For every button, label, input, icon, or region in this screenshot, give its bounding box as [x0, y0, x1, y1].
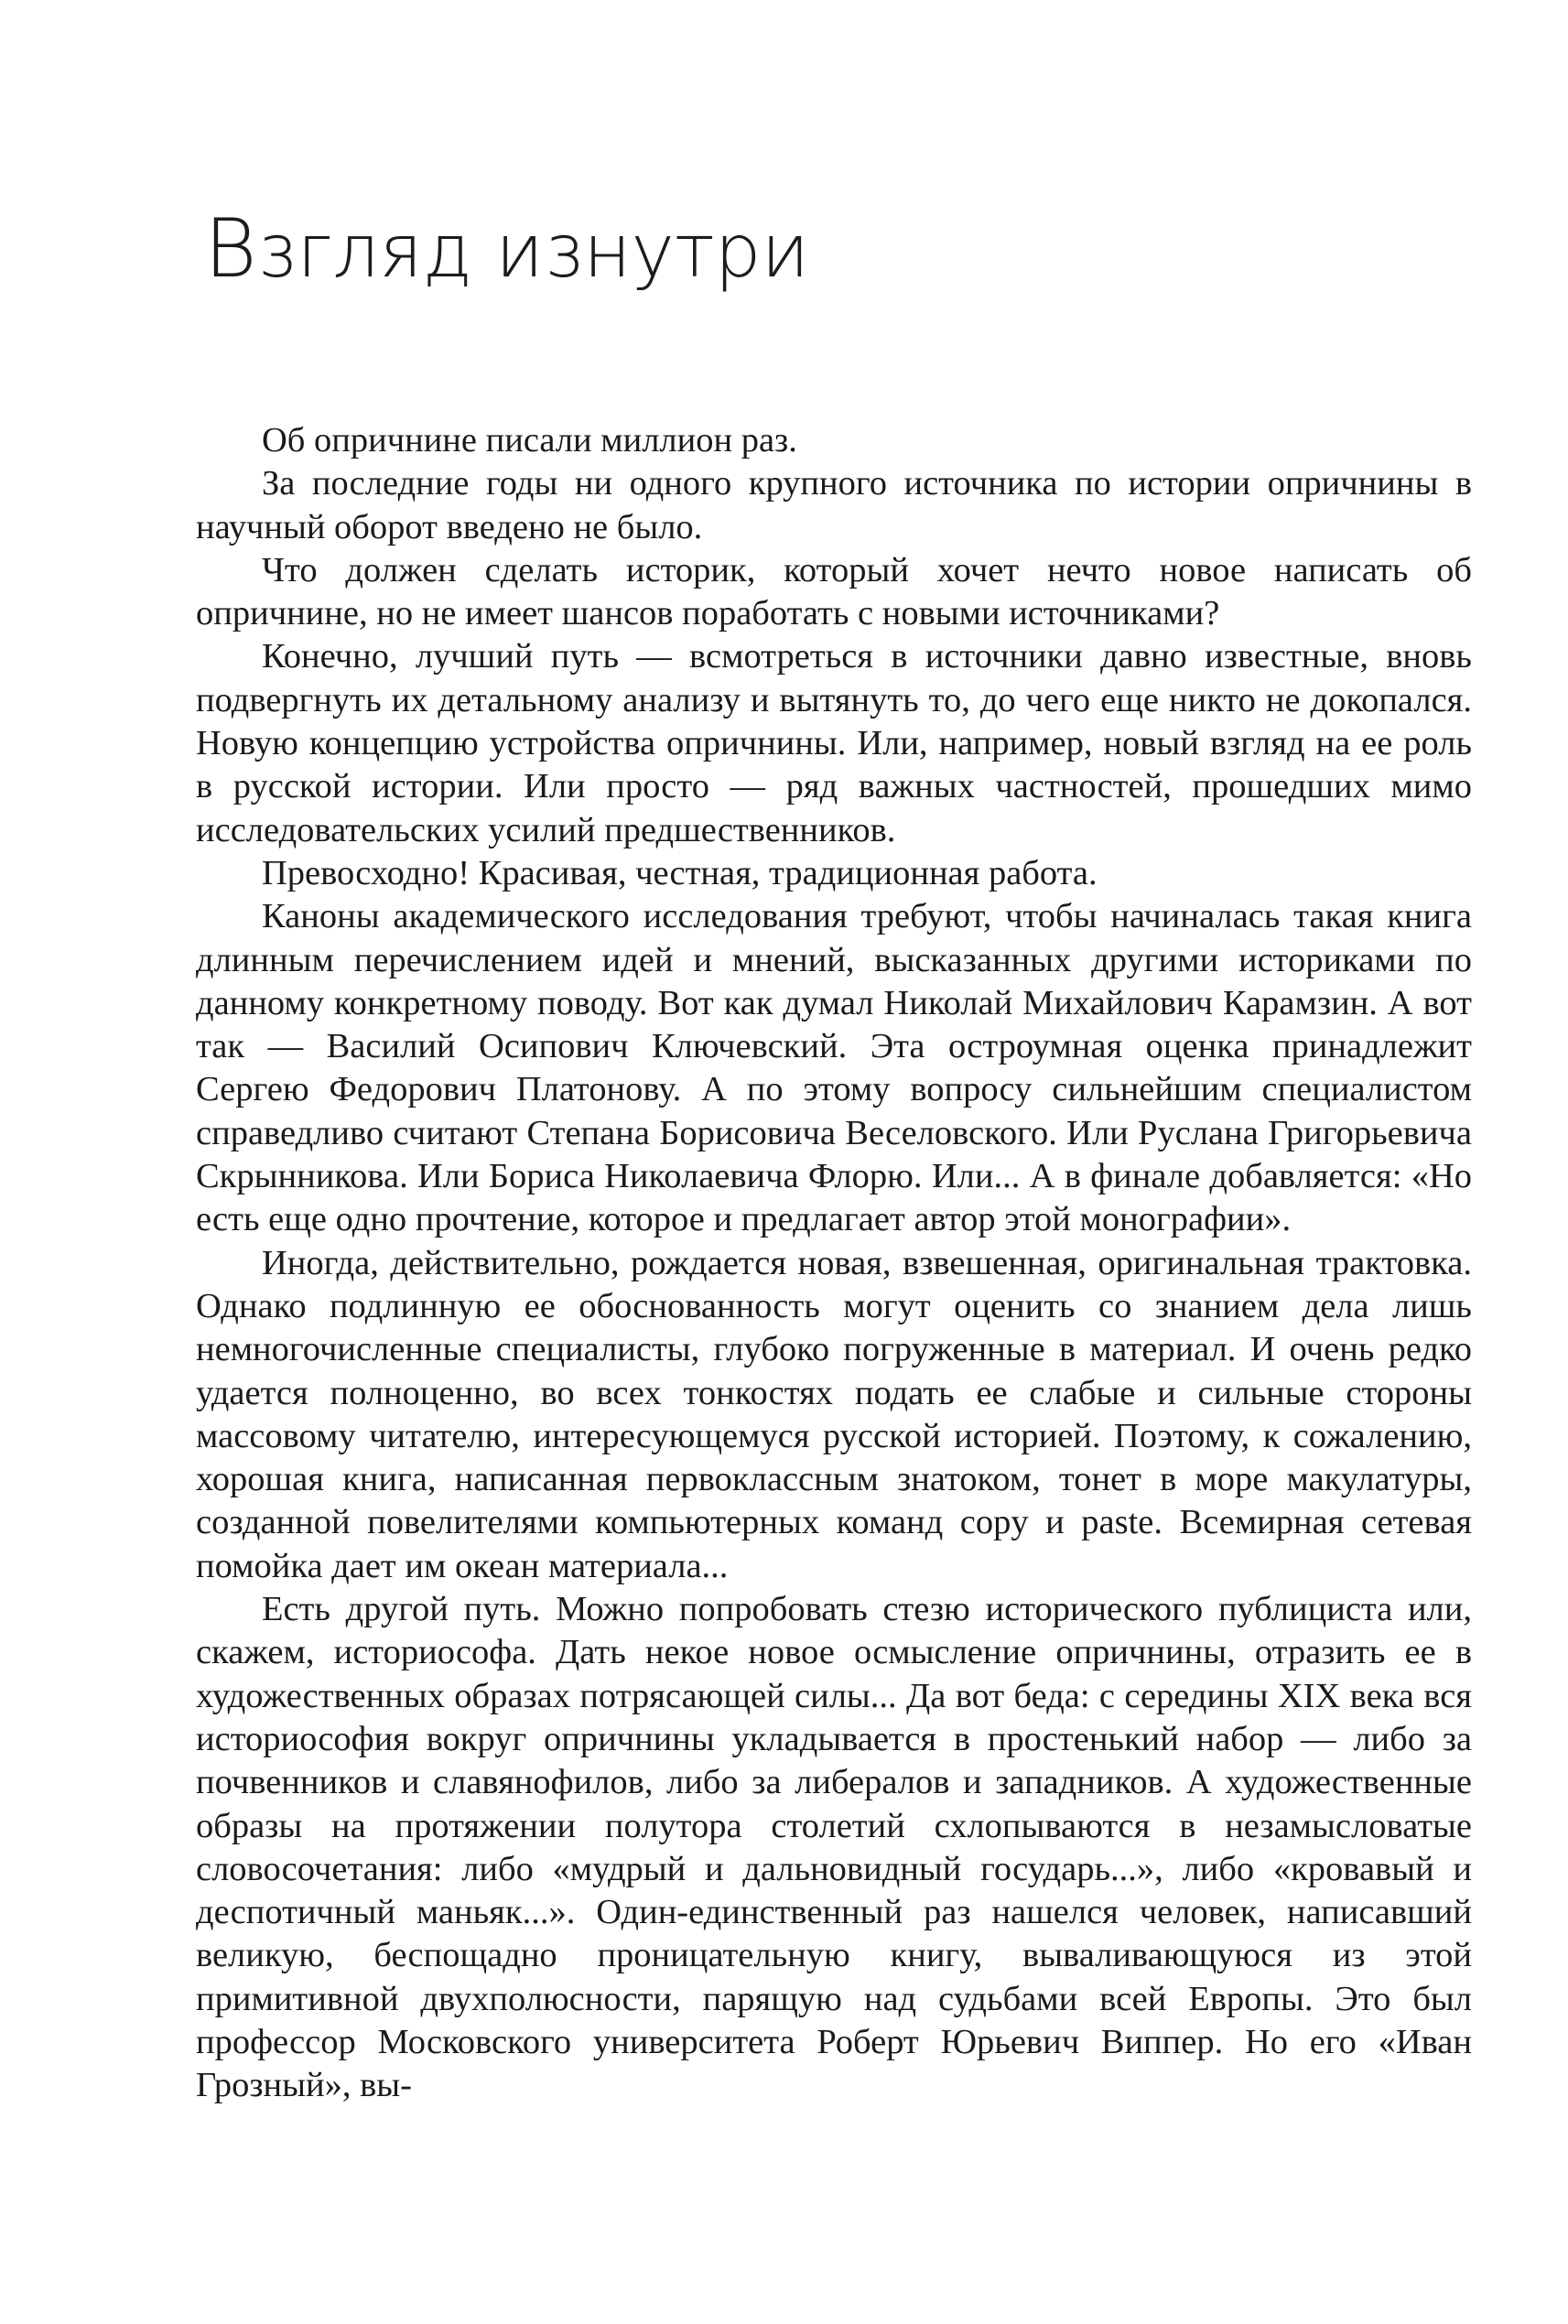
- chapter-title-initial: В: [204, 201, 257, 296]
- chapter-title: [204, 201, 810, 296]
- paragraph: За последние годы ни одного крупного источника по истории опричнины в научный оборот введено не было.: [196, 464, 1472, 546]
- paragraph: Превосходно! Красивая, честная, традиционная работа.: [262, 853, 1098, 892]
- paragraph: Об опричнине писали миллион раз.: [262, 421, 797, 459]
- chapter-title-rest: згляд изнутри: [256, 209, 810, 294]
- paragraph: Иногда, действительно, рождается новая, взвешенная, оригинальная трактовка. Однако подлинную ее обоснованность могут оценить со знанием дела лишь немногочисленные специалисты, глубоко погруженные в материал. И очень редко удается полноценно, во всех тонкостях подать ее слабые и сильные стороны массовому читателю, интересующемуся русской историей. Поэтому, к сожалению, хорошая книга, написанная первоклассным знатоком, тонет в море макулатуры, созданной повелителями компьютерных команд copy и paste. Всемирная сетевая помойка дает им океан материала...: [196, 1243, 1472, 1585]
- body-text: [196, 419, 1472, 2108]
- paragraph: Каноны академического исследования требуют, чтобы начиналась такая книга длинным перечислением идей и мнений, высказанных другими историками по данному конкретному поводу. Вот как думал Николай Михайлович Карамзин. А вот так — Василий Осипович Ключевский. Эта остроумная оценка принадлежит Сергею Федорович Платонову. А по этому вопросу сильнейшим специалистом справедливо считают Степана Борисовича Веселовского. Или Руслана Григорьевича Скрынникова. Или Бориса Николаевича Флорю. Или... А в финале добавляется: «Но есть еще одно прочтение, которое и предлагает автор этой монографии».: [196, 897, 1472, 1239]
- paragraph: Есть другой путь. Можно попробовать стезю исторического публициста или, скажем, историософа. Дать некое новое осмысление опричнины, отразить ее в художественных образах потрясающей силы... Да вот беда: с середины XIX века вся историософия вокруг опричнины укладывается в простенький набор — либо за почвенников и славянофилов, либо за либералов и западников. А художественные образы на протяжении полутора столетий схлопываются в незамысловатые словосочетания: либо «мудрый и дальновидный государь...», либо «кровавый и деспотичный маньяк...». Один-единственный раз нашелся человек, написавший великую, беспощадно проницательную книгу, вываливающуюся из этой примитивной двухполюсности, парящую над судьбами всей Европы. Это был профессор Московского университета Роберт Юрьевич Виппер. Но его «Иван Грозный», вы-: [196, 1590, 1472, 2105]
- paragraph: Конечно, лучший путь — всмотреться в источники давно известные, вновь подвергнуть их детальному анализу и вытянуть то, до чего еще никто не докопался. Новую концепцию устройства опричнины. Или, например, новый взгляд на ее роль в русской истории. Или просто — ряд важных частностей, прошедших мимо исследовательских усилий предшественников.: [196, 637, 1472, 849]
- paragraph: Что должен сделать историк, который хочет нечто новое написать об опричнине, но не имеет шансов поработать с новыми источниками?: [196, 550, 1472, 633]
